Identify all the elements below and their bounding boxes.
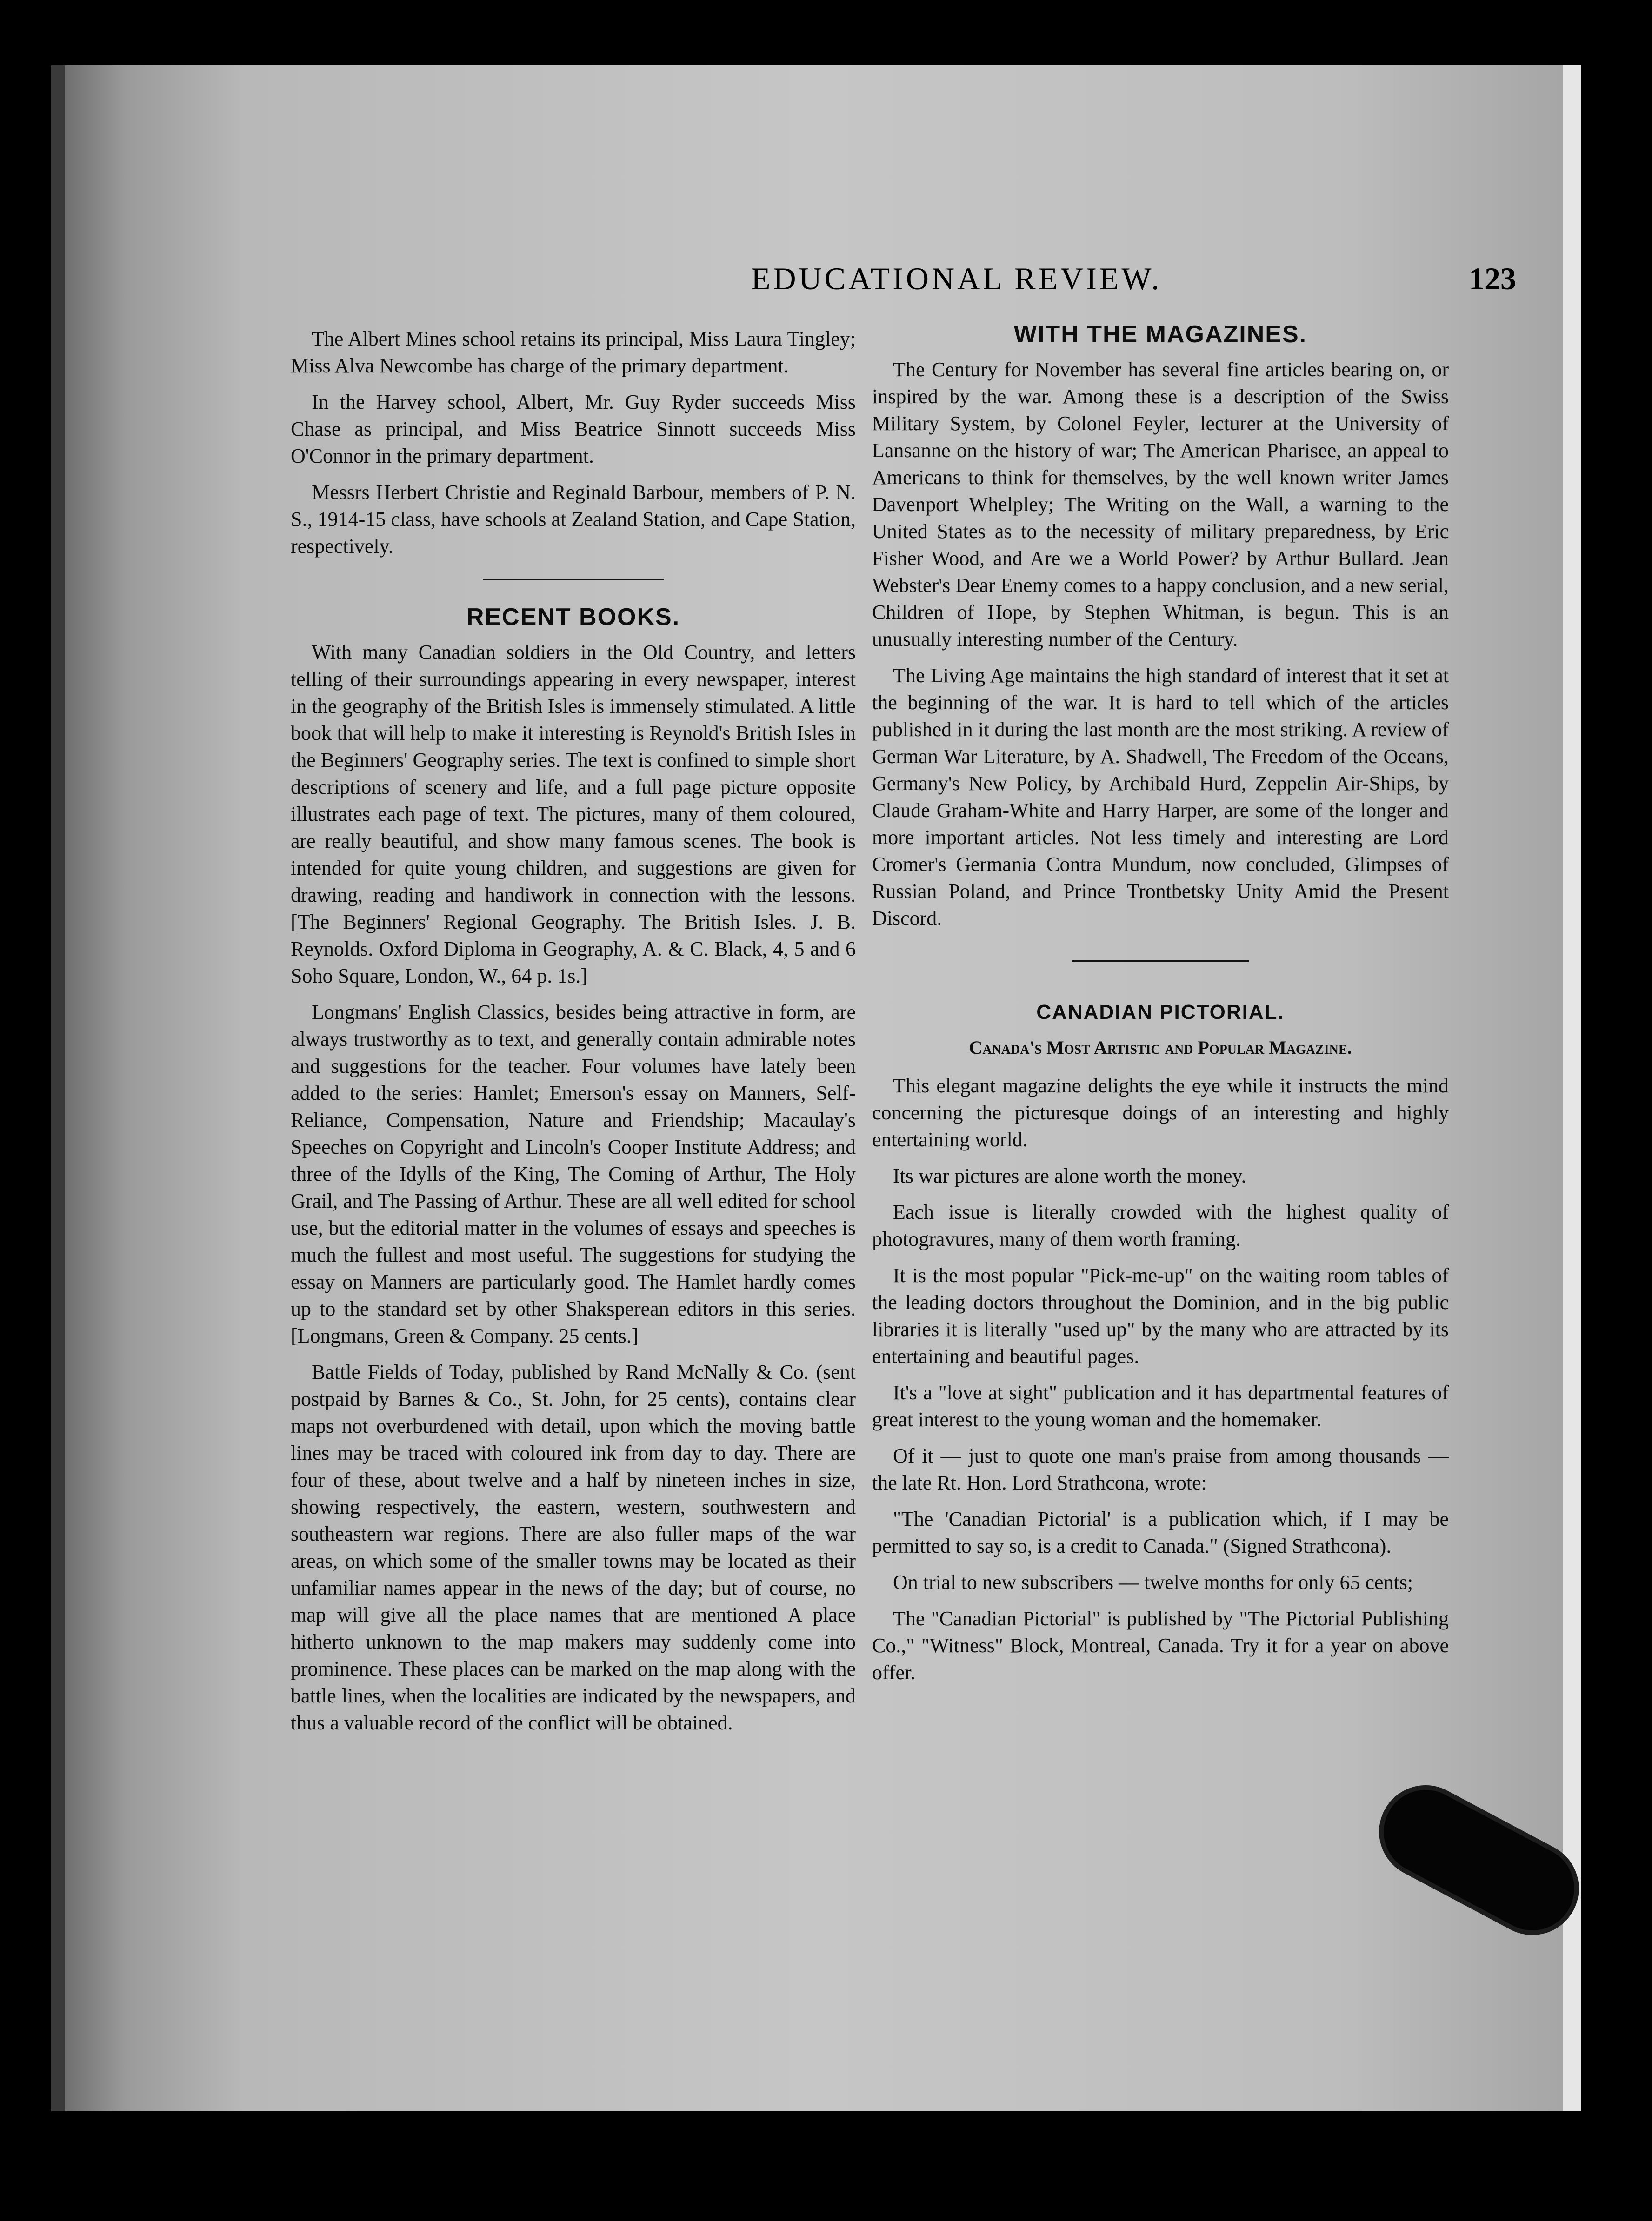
recent-books-heading: RECENT BOOKS. (466, 604, 680, 631)
paragraph-harvey-school: In the Harvey school, Albert, Mr. Guy Ryder succeeds Miss Chase as principal, and Miss Beatrice Sinnott succeeds Miss O'Connor in the primary department. (291, 391, 856, 467)
magazines-heading: WITH THE MAGAZINES. (1013, 321, 1307, 348)
paragraph-pictorial-4: It is the most popular "Pick-me-up" on the waiting room tables of the leading doctors throughout the Dominion, and in the big public libraries it is literally "used up" by the many who are attracted by its entertaining and beautiful pages. (872, 1264, 1449, 1368)
left-column (291, 326, 856, 1746)
journal-title: EDUCATIONAL REVIEW. (751, 261, 1162, 296)
pictorial-heading: CANADIAN PICTORIAL. (1036, 1001, 1285, 1024)
paragraph-pictorial-9: The "Canadian Pictorial" is published by "The Pictorial Publishing Co.," "Witness" Block, Montreal, Canada. Try it for a year on above offer. (872, 1607, 1449, 1684)
paragraph-battle-fields: Battle Fields of Today, published by Rand McNally & Co. (sent postpaid by Barnes & Co., St. John, for 25 cents), contains clear maps not overburdened with detail, upon which the moving battle lines may be traced with coloured ink from day to day. There are four of these, about twelve and a half by nineteen inches in size, showing respectively, the eastern, western, southwestern and southeastern war regions. There are also fuller maps of the war areas, on which some of the smaller towns may be located as their unfamiliar names appear in the news of the day; but of course, no map will give all the place names that are mentioned A place hitherto unknown to the map makers may suddenly come into prominence. These places can be marked on the map along with the battle lines, when the localities are indicated by the newspapers, and thus a valuable record of the conflict will be obtained. (291, 1361, 856, 1734)
paragraph-messrs: Messrs Herbert Christie and Reginald Barbour, members of P. N. S., 1914-15 class, have schools at Zealand Station, and Cape Station, respectively. (291, 481, 856, 558)
paragraph-pictorial-6: Of it — just to quote one man's praise from among thousands — the late Rt. Hon. Lord Strathcona, wrote: (872, 1444, 1449, 1494)
paragraph-albert-mines: The Albert Mines school retains its principal, Miss Laura Tingley; Miss Alva Newcombe has charge of the primary department. (291, 327, 856, 377)
section-divider (483, 579, 664, 580)
paragraph-longmans-classics: Longmans' English Classics, besides being attractive in form, are always trustworthy as to text, and generally contain admirable notes and suggestions for the teacher. Four volumes have lately been added to the series: Hamlet; Emerson's essay on Manners, Self-Reliance, Compensation, Nature and Friendship; Macaulay's Speeches on Copyright and Lincoln's Cooper Institute Address; and three of the Idylls of the King, The Coming of Arthur, The Holy Grail, and The Passing of Arthur. These are all well edited for school use, but the editorial matter in the volumes of essays and speeches is much the fullest and most useful. The suggestions for studying the essay on Manners are particularly good. The Hamlet hardly comes up to the standard set by other Shaksperean editors in this series. [Longmans, Green & Company. 25 cents.] (291, 1001, 856, 1347)
paragraph-pictorial-1: This elegant magazine delights the eye while it instructs the mind concerning the picturesque doings of an interesting and highly entertaining world. (872, 1074, 1449, 1151)
section-divider (1072, 960, 1249, 962)
paragraph-pictorial-2: Its war pictures are alone worth the money. (893, 1164, 1246, 1187)
pictorial-subheading: Canada's Most Artistic and Popular Magazine. (969, 1037, 1352, 1058)
paragraph-pictorial-7: "The 'Canadian Pictorial' is a publication which, if I may be permitted to say so, is a credit to Canada." (Signed Strathcona). (872, 1508, 1449, 1557)
paragraph-pictorial-8: On trial to new subscribers — twelve months for only 65 cents; (893, 1571, 1413, 1594)
paragraph-century: The Century for November has several fine articles bearing on, or inspired by the war. Among these is a description of the Swiss Military System, by Colonel Feyler, lecturer at the University of Lansanne on the history of war; The American Pharisee, an appeal to Americans to think for themselves, by the well known writer James Davenport Whelpley; The Writing on the Wall, a warning to the United States as to the necessity of military preparedness, by Eric Fisher Wood, and Are we a World Power? by Arthur Bullard. Jean Webster's Dear Enemy comes to a happy conclusion, and a new serial, Children of Hope, by Stephen Whitman, is begun. This is an unusually interesting number of the Century. (872, 358, 1449, 651)
paragraph-british-isles: With many Canadian soldiers in the Old Country, and letters telling of their surroundings appearing in every newspaper, interest in the geography of the British Isles is immensely stimulated. A little book that will help to make it interesting is Reynold's British Isles in the Beginners' Geography series. The text is confined to simple short descriptions of scenery and life, and a full page picture opposite illustrates each page of text. The pictures, many of them coloured, are really beautiful, and show many famous scenes. The book is intended for quite young children, and suggestions are given for drawing, reading and handiwork in connection with the lessons. [The Beginners' Regional Geography. The British Isles. J. B. Reynolds. Oxford Diploma in Geography, A. & C. Black, 4, 5 and 6 Soho Square, London, W., 64 p. 1s.] (291, 641, 856, 987)
page-number: 123 (1469, 261, 1516, 296)
paragraph-living-age: The Living Age maintains the high standard of interest that it set at the beginning of the war. It is hard to tell which of the articles published in it during the last month are the most striking. A review of German War Literature, by A. Shadwell, The Freedom of the Oceans, Germany's New Policy, by Archibald Hurd, Zeppelin Air-Ships, by Claude Graham-White and Harry Harper, are some of the longer and more important articles. Not less timely and interesting are Lord Cromer's Germania Contra Mundum, now concluded, Glimpses of Russian Poland, and Prince Trontbetsky Unity Amid the Present Discord. (872, 664, 1449, 930)
running-header (716, 260, 1535, 316)
paragraph-pictorial-3: Each issue is literally crowded with the highest quality of photogravures, many of them worth framing. (872, 1201, 1449, 1250)
paragraph-pictorial-5: It's a "love at sight" publication and it has departmental features of great interest to the young woman and the homemaker. (872, 1381, 1449, 1431)
pen-tip-shadow (1369, 1775, 1589, 1945)
right-column (872, 321, 1449, 1696)
